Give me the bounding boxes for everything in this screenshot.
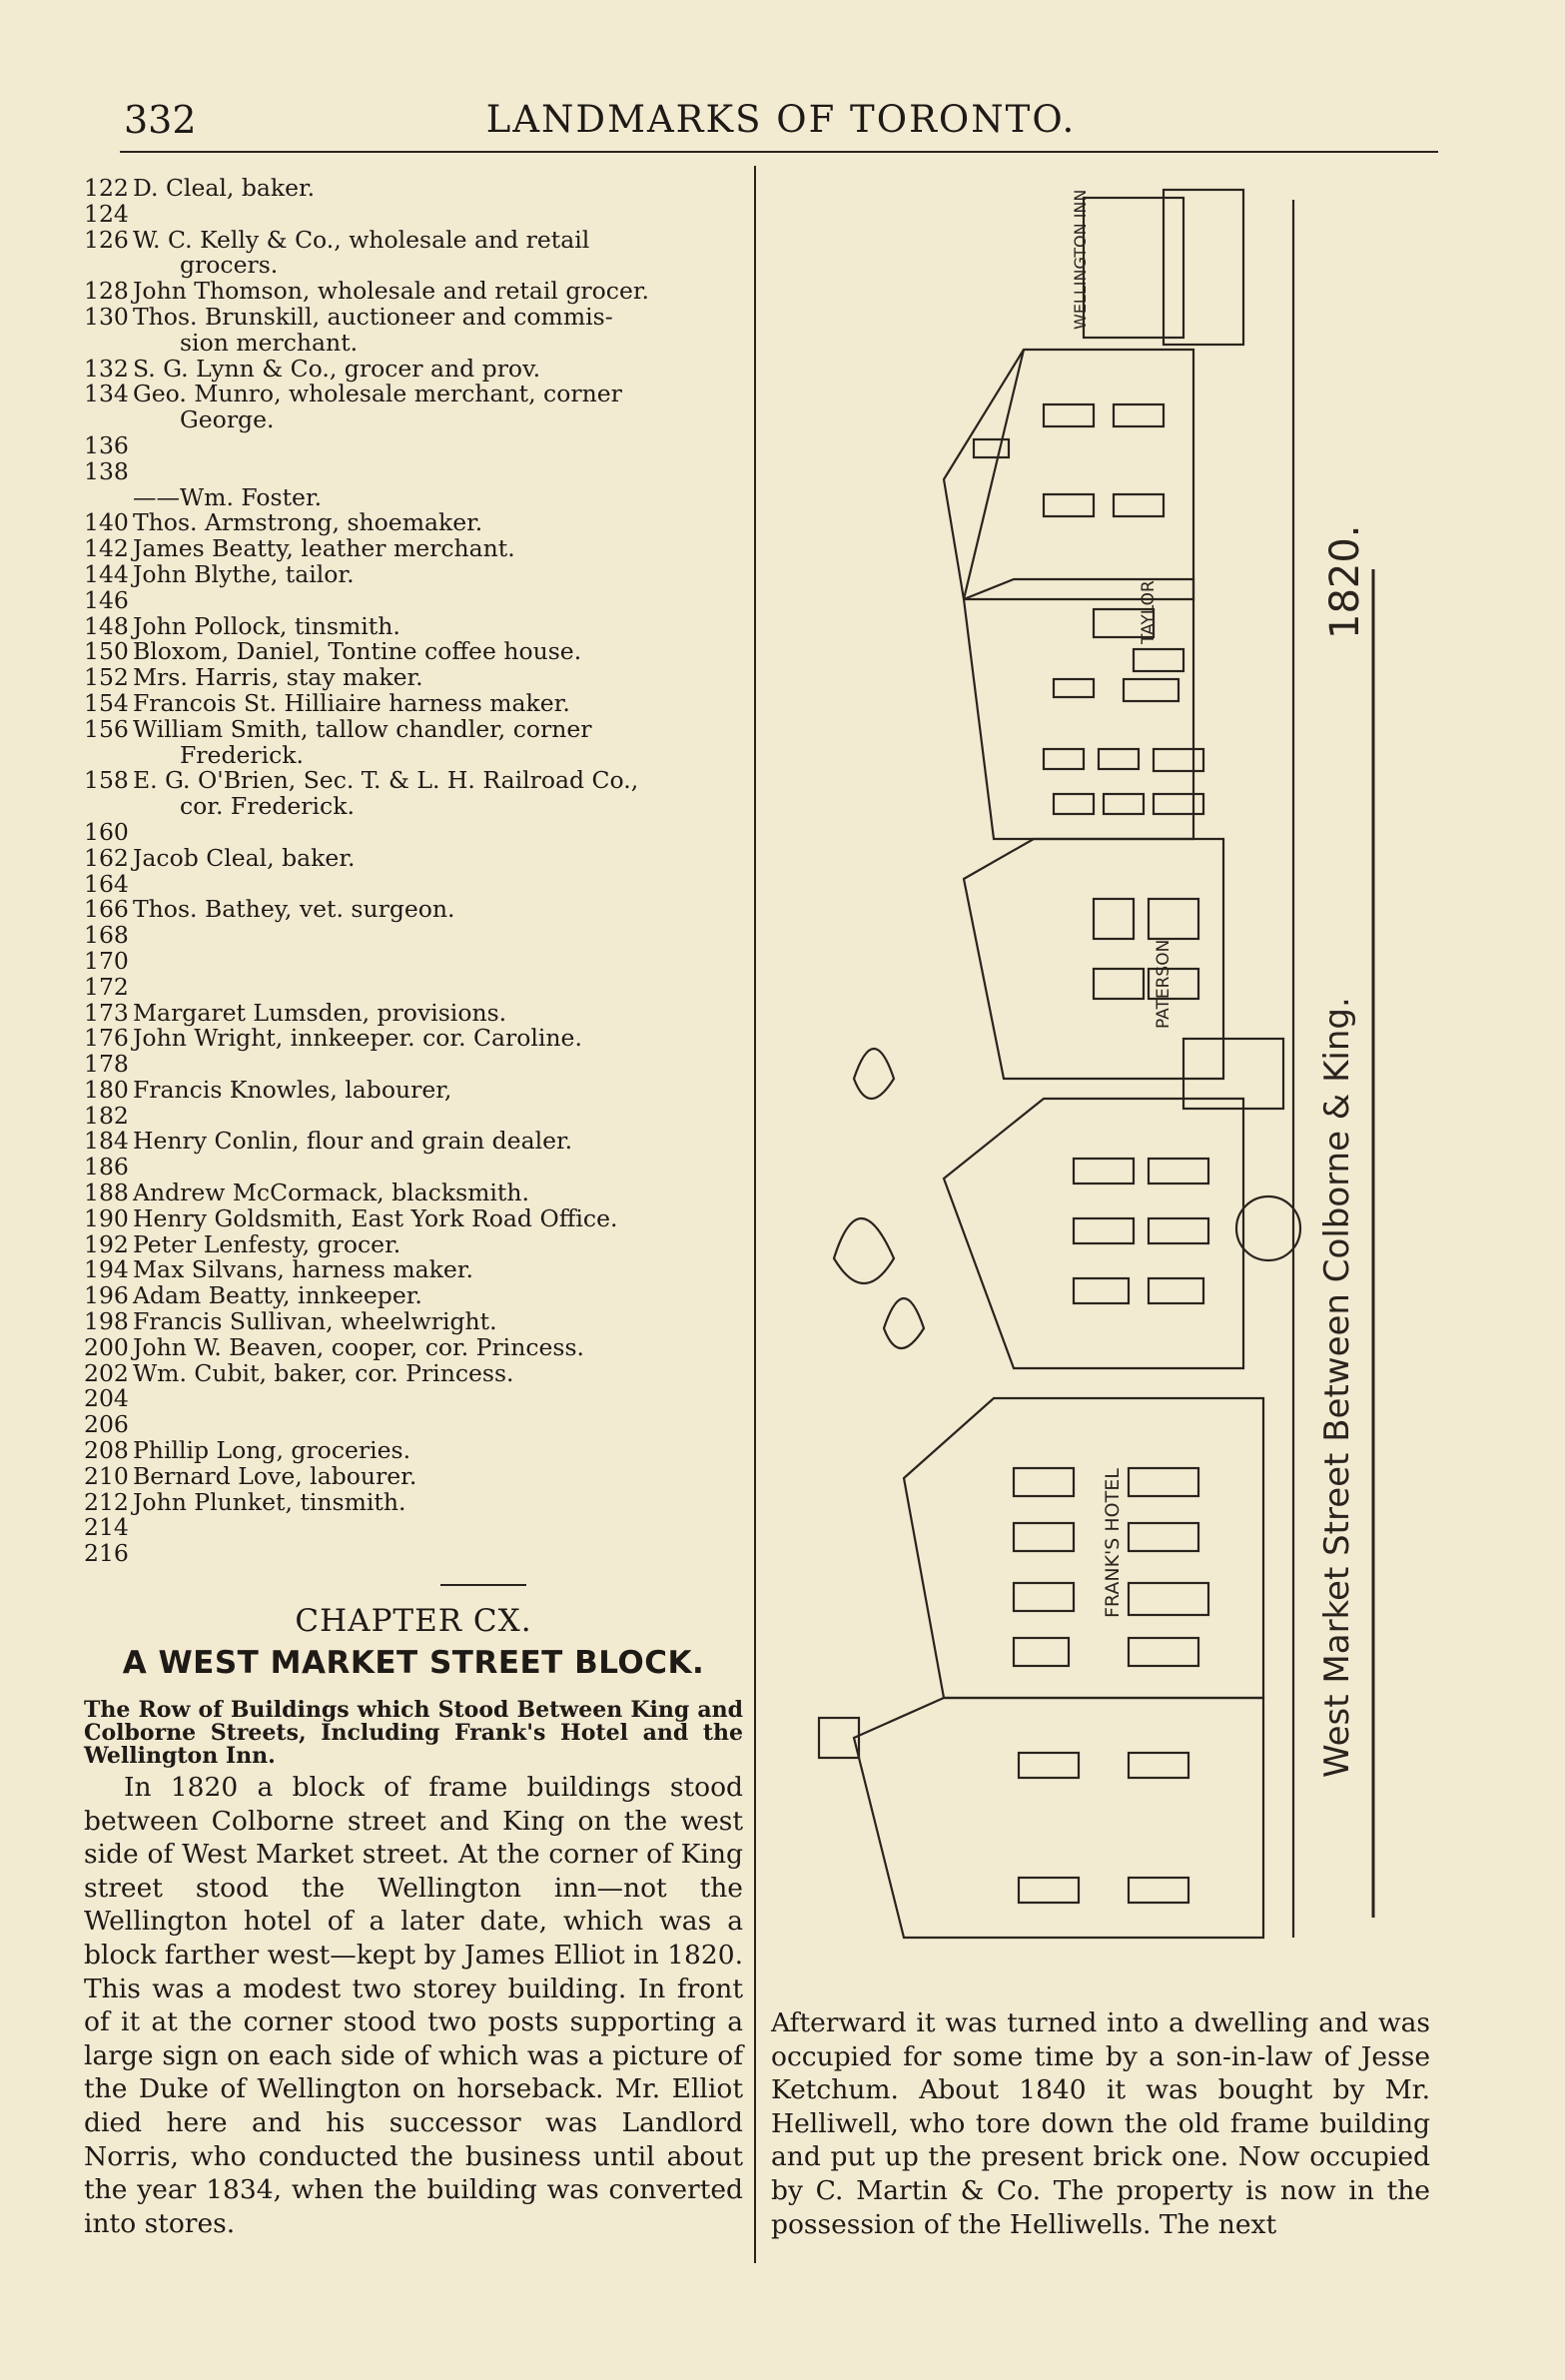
occupant-text: Max Silvans, harness maker. [133, 1255, 473, 1284]
directory-entry [84, 1052, 743, 1078]
occupant-text: Wm. Cubit, baker, cor. Princess. [133, 1358, 514, 1387]
street-number: 144 [84, 559, 129, 588]
directory-entry [84, 1412, 743, 1438]
street-number: 160 [84, 817, 129, 846]
occupant-text: Henry Goldsmith, East York Road Office. [133, 1203, 618, 1232]
occupant-text: John Plunket, tinsmith. [133, 1487, 406, 1516]
occupant-text: Mrs. Harris, stay maker. [133, 663, 423, 692]
street-number: 146 [84, 585, 129, 614]
directory-entry [84, 665, 743, 691]
street-number: 164 [84, 869, 129, 898]
street-number: 122 [84, 174, 129, 202]
street-number: 210 [84, 1461, 129, 1490]
street-number: 192 [84, 1229, 129, 1258]
street-number: 176 [84, 1024, 129, 1053]
directory-entry [84, 1438, 743, 1464]
directory-entry [84, 536, 743, 562]
occupant-text: Thos. Bathey, vet. surgeon. [133, 895, 455, 924]
chapter-divider [84, 1571, 743, 1591]
occupant-text-continued: grocers. [180, 251, 279, 280]
directory-entry [84, 1257, 743, 1283]
occupant-text: Geo. Munro, wholesale merchant, corner [133, 380, 622, 408]
street-number: 200 [84, 1332, 129, 1361]
sign-taylor: TAYLOR [1139, 580, 1159, 644]
occupant-text: S. G. Lynn & Co., grocer and prov. [133, 354, 541, 383]
chapter-heading [84, 1571, 743, 1768]
street-number: 188 [84, 1179, 129, 1207]
street-number: 194 [84, 1255, 129, 1284]
occupant-text: Henry Conlin, flour and grain dealer. [133, 1127, 573, 1156]
directory-entry [84, 768, 743, 820]
occupant-text: Bloxom, Daniel, Tontine coffee house. [133, 637, 582, 666]
body-text-right [771, 2006, 1430, 2241]
occupant-text: John Wright, innkeeper. cor. Caroline. [133, 1024, 582, 1053]
directory-entry [84, 1129, 743, 1155]
occupant-text: John Pollock, tinsmith. [133, 611, 400, 640]
directory-entry [84, 176, 743, 202]
page-number: 332 [124, 98, 197, 142]
directory-entry [84, 946, 743, 975]
column-divider [754, 166, 756, 2263]
directory-entry [84, 1386, 743, 1412]
occupant-text: W. C. Kelly & Co., wholesale and retail [133, 225, 590, 254]
occupant-text-continued: sion merchant. [180, 328, 359, 357]
occupant-text: D. Cleal, baker. [133, 174, 316, 202]
street-number: 204 [84, 1384, 129, 1413]
directory-entry [84, 998, 743, 1027]
directory-entry [84, 302, 743, 357]
street-number: 128 [84, 277, 129, 306]
street-number: 154 [84, 688, 129, 717]
street-number: 148 [84, 611, 129, 640]
directory-entry [84, 923, 743, 949]
chapter-title: A WEST MARKET STREET BLOCK. [122, 1645, 705, 1681]
directory-entry [84, 510, 743, 536]
directory-entry [84, 1309, 743, 1335]
page-header [124, 98, 1438, 150]
occupant-text: Thos. Brunskill, auctioneer and commis- [133, 302, 613, 331]
occupant-text: Peter Lenfesty, grocer. [133, 1229, 401, 1258]
occupant-text: John Blythe, tailor. [133, 559, 355, 588]
street-number: 162 [84, 843, 129, 872]
sign-paterson: PATERSON [1154, 939, 1174, 1029]
street-number: 126 [84, 225, 129, 254]
street-number: 152 [84, 663, 129, 692]
street-number: 182 [84, 1101, 129, 1130]
directory-entry [84, 817, 743, 846]
directory-entry [84, 688, 743, 717]
occupant-text: Bernard Love, labourer. [133, 1461, 417, 1490]
occupant-text: Adam Beatty, innkeeper. [133, 1281, 422, 1310]
directory-entry [84, 714, 743, 769]
directory-entry [84, 1461, 743, 1490]
directory-entry [84, 1283, 743, 1309]
street-number: 168 [84, 921, 129, 950]
building-row-drawing [794, 180, 1433, 2007]
street-number: 186 [84, 1153, 129, 1182]
occupant-text: Francis Sullivan, wheelwright. [133, 1307, 497, 1336]
street-number: 172 [84, 972, 129, 1001]
occupant-text: Margaret Lumsden, provisions. [133, 998, 507, 1027]
occupant-text-continued: George. [180, 405, 275, 434]
directory-entry [84, 1515, 743, 1541]
street-number: 190 [84, 1203, 129, 1232]
directory-entry [84, 1101, 743, 1130]
street-number: 142 [84, 534, 129, 563]
directory-entry [84, 225, 743, 280]
directory-entry [84, 1487, 743, 1516]
street-number: 208 [84, 1436, 129, 1465]
street-number: 134 [84, 380, 129, 408]
street-number: 140 [84, 508, 129, 537]
occupant-text: John Thomson, wholesale and retail grocer. [133, 277, 649, 306]
directory-entry [84, 1203, 743, 1232]
street-number: 124 [84, 199, 129, 228]
street-number: 158 [84, 766, 129, 795]
occupant-text: John W. Beaven, cooper, cor. Princess. [133, 1332, 584, 1361]
directory-entry [84, 279, 743, 305]
occupant-text: Francis Knowles, labourer, [133, 1075, 452, 1104]
paragraph: Afterward it was turned into a dwelling and was occupied for some time by a son-in-law of Jesse Ketchum. About 1840 it was bought by Mr. Helliwell, who tore down the old frame building and put up the present brick one. Now occupied by C. Martin & Co. The property is now in the possession of the Helliwells. The next [771, 2007, 1430, 2240]
header-rule [120, 151, 1438, 153]
directory-entry [84, 1332, 743, 1361]
street-number: 206 [84, 1410, 129, 1439]
chapter-subtitle: The Row of Buildings which Stood Between King and Colborne Streets, Including Frank's Hotel and the Wellington Inn. [84, 1697, 743, 1769]
directory-entry [84, 1155, 743, 1181]
directory-entry [84, 199, 743, 228]
running-title: LANDMARKS OF TORONTO. [485, 98, 1077, 141]
directory-entry [84, 897, 743, 923]
directory-entry [84, 559, 743, 588]
directory-entry [84, 639, 743, 665]
occupant-text: Jacob Cleal, baker. [133, 843, 356, 872]
body-text-left [84, 1771, 743, 2240]
occupant-text-continued: cor. Frederick. [180, 792, 355, 821]
street-number: 196 [84, 1281, 129, 1310]
street-number: 150 [84, 637, 129, 666]
directory-entry [84, 1026, 743, 1052]
directory-entry [84, 1541, 743, 1567]
directory-entry [84, 843, 743, 872]
occupant-text: E. G. O'Brien, Sec. T. & L. H. Railroad Co., [133, 766, 639, 795]
occupant-text: James Beatty, leather merchant. [133, 534, 515, 563]
street-number: 180 [84, 1075, 129, 1104]
directory-entry [84, 1181, 743, 1206]
sign-franks-hotel: FRANK'S HOTEL [1102, 1468, 1124, 1618]
occupant-text: Andrew McCormack, blacksmith. [133, 1179, 529, 1207]
directory-entry [84, 382, 743, 433]
directory-entry [84, 482, 743, 511]
directory-entry [84, 456, 743, 485]
street-number: 156 [84, 714, 129, 743]
street-number: 202 [84, 1358, 129, 1387]
street-number: 130 [84, 302, 129, 331]
street-number: 136 [84, 430, 129, 459]
sign-wellington-inn: WELLINGTON INN [1071, 189, 1090, 330]
directory-entry [84, 1358, 743, 1387]
paragraph: In 1820 a block of frame buildings stood between Colborne street and King on the west side of West Market street. At the corner of King street stood the Wellington inn—not the Wellington hotel of a later date, which was a block farther west—kept by James Elliot in 1820. This was a modest two storey building. In front of it at the corner stood two posts supporting a large sign on each side of which was a picture of the Duke of Wellington on horseback. Mr. Elliot died here and his successor was Landlord Norris, who conducted the business until about the year 1834, when the building was converted into stores. [84, 1772, 743, 2239]
occupant-text: ——Wm. Foster. [133, 482, 323, 511]
occupant-text: William Smith, tallow chandler, corner [133, 714, 592, 743]
directory-entry [84, 430, 743, 459]
street-number: 216 [84, 1539, 129, 1568]
street-number: 212 [84, 1487, 129, 1516]
directory-entry [84, 869, 743, 898]
street-number: 166 [84, 895, 129, 924]
occupant-text: Francois St. Hilliaire harness maker. [133, 688, 570, 717]
street-number: 132 [84, 354, 129, 383]
directory-entry [84, 354, 743, 383]
street-illustration [794, 180, 1433, 2007]
occupant-text: Phillip Long, groceries. [133, 1436, 411, 1465]
street-number: 178 [84, 1050, 129, 1079]
chapter-number: CHAPTER CX. [295, 1603, 532, 1639]
street-number: 170 [84, 946, 129, 975]
street-directory-list [84, 176, 743, 1567]
directory-entry [84, 611, 743, 640]
illustration-caption: West Market Street Between Colborne & King. [1317, 997, 1357, 1778]
occupant-text-continued: Frederick. [180, 740, 305, 769]
street-number: 214 [84, 1513, 129, 1542]
street-number: 184 [84, 1127, 129, 1156]
directory-entry [84, 972, 743, 1001]
illustration-year: 1820. [1322, 524, 1368, 639]
street-number: 173 [84, 998, 129, 1027]
directory-entry [84, 1229, 743, 1258]
directory-entry [84, 585, 743, 614]
street-number: 138 [84, 456, 129, 485]
street-number: 198 [84, 1307, 129, 1336]
occupant-text: Thos. Armstrong, shoemaker. [133, 508, 483, 537]
directory-entry [84, 1075, 743, 1104]
